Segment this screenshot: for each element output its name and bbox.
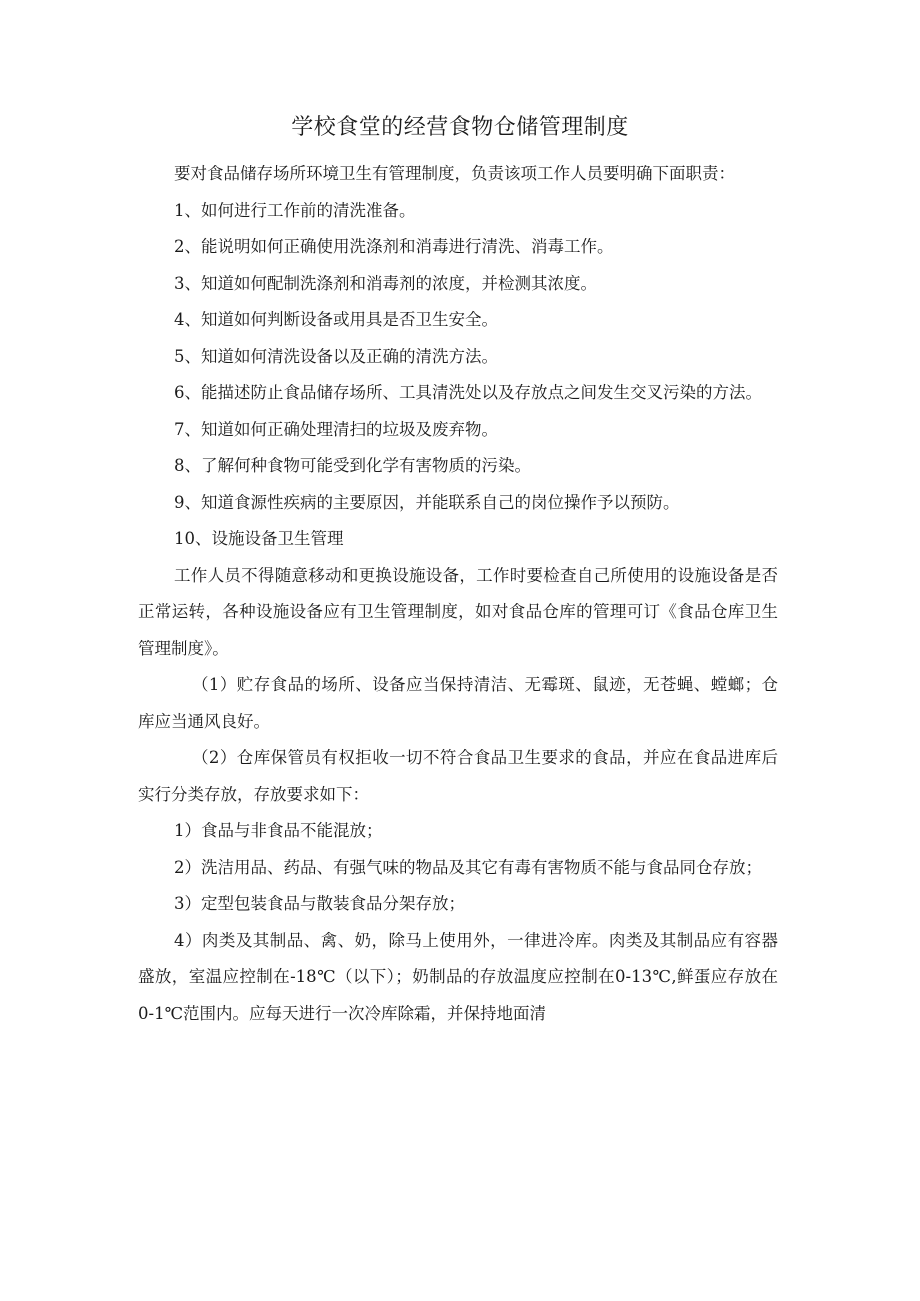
- paragraph: （2）仓库保管员有权拒收一切不符合食品卫生要求的食品，并应在食品进库后实行分类存放，存放要求如下：: [138, 748, 778, 804]
- paragraph: 工作人员不得随意移动和更换设施设备，工作时要检查自己所使用的设施设备是否正常运转，各种设施设备应有卫生管理制度，如对食品仓库的管理可订《食品仓库卫生管理制度》。: [138, 565, 778, 658]
- section-heading: 10、设施设备卫生管理: [174, 529, 344, 548]
- document-title: 学校食堂的经营食物仓储管理制度: [291, 115, 629, 140]
- list-item: 7、知道如何正确处理清扫的垃圾及废弃物。: [174, 419, 498, 439]
- list-item: 4）肉类及其制品、禽、奶，除马上使用外，一律进冷库。肉类及其制品应有容器盛放，室温应控制在-18℃（以下）；奶制品的存放温度应控制在0-13℃,鲜蛋应存放在0-1℃范围内。应每天进行一次冷库除霜，并保持地面清: [138, 930, 778, 1023]
- list-item: 3）定型包装食品与散装食品分架存放；: [174, 894, 465, 913]
- list-item: 1）食品与非食品不能混放；: [174, 821, 383, 840]
- list-item: 2、能说明如何正确使用洗涤剂和消毒进行清洗、消毒工作。: [174, 237, 614, 256]
- list-item: 3、知道如何配制洗涤剂和消毒剂的浓度，并检测其浓度。: [174, 273, 597, 293]
- list-item: 5、知道如何清洗设备以及正确的清洗方法。: [174, 346, 498, 366]
- paragraph-intro: 要对食品储存场所环境卫生有管理制度，负责该项工作人员要明确下面职责：: [174, 164, 735, 183]
- document-body: [138, 156, 778, 1032]
- list-item: 8、了解何种食物可能受到化学有害物质的污染。: [174, 456, 531, 475]
- list-item: 4、知道如何判断设备或用具是否卫生安全。: [174, 310, 498, 329]
- list-item: 6、能描述防止食品储存场所、工具清洗处以及存放点之间发生交叉污染的方法。: [174, 383, 762, 402]
- list-item: 1、如何进行工作前的清洗准备。: [174, 200, 416, 220]
- list-item: 2）洗洁用品、药品、有强气味的物品及其它有毒有害物质不能与食品同仓存放；: [174, 857, 762, 877]
- paragraph: （1）贮存食品的场所、设备应当保持清洁、无霉斑、鼠迹，无苍蝇、螳螂；仓库应当通风良好。: [138, 675, 778, 731]
- list-item: 9、知道食源性疾病的主要原因，并能联系自己的岗位操作予以预防。: [174, 492, 680, 512]
